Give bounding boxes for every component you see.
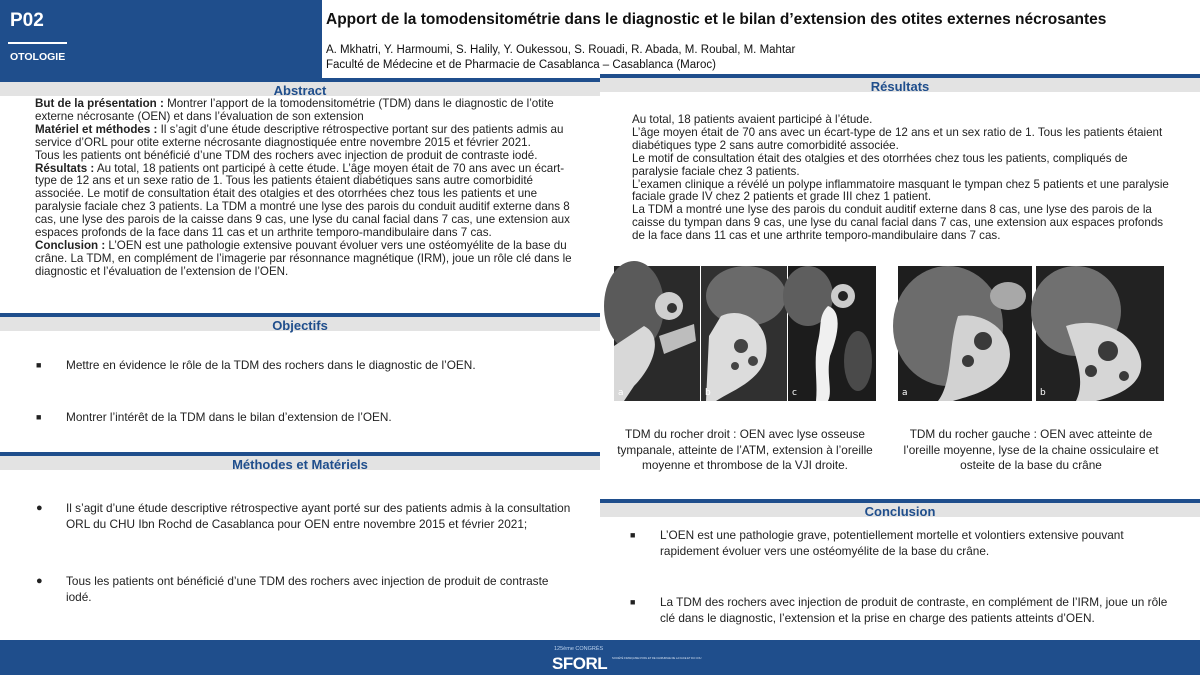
figure-caption-right: TDM du rocher droit : OEN avec lyse osseuse tympanale, atteinte de l’ATM, extension à l’oreille moyenne et thrombose de la VJI droite. (617, 427, 873, 473)
objectifs-heading: Objectifs (272, 318, 328, 333)
abstract-results-text: Au total, 18 patients ont participé à cette étude. L’âge moyen était de 70 ans avec un écart-type de 12 ans et un sexe ratio de 1. Tous les patients étaient diabétiques sans autre comorbidité associée. Le motif de consultation était des otalgies et des otorrhées chez tous les patients et une paralysie faciale chez 3 patients. La TDM a montré une lyse des parois du conduit auditif externe dans 8 cas, une lyse des parois de la caisse dans 9 cas, une lyse du canal facial dans 7 cas, une extension aux espaces profonds de la face dans 11 cas et un arthrite temporo-mandibulaire dans 7 cas. (35, 161, 570, 240)
methode-text: Tous les patients ont bénéficié d’une TDM des rochers avec injection de produit de contraste iodé. (66, 574, 549, 604)
sforl-logo (552, 643, 702, 673)
poster-code: P02 (10, 10, 44, 31)
conclusion-text: La TDM des rochers avec injection de produit de contraste, en complément de l’IRM, joue un rôle clé dans le diagnostic, l’extension et la prise en charge des patients atteints d’OEN. (660, 595, 1168, 625)
resultats-paragraph: Le motif de consultation était des otalgies et des otorrhées chez tous les patients, compliqués de paralysie faciale chez 3 patients. (632, 151, 1128, 178)
round-bullet-icon: ● (36, 502, 43, 514)
resultats-paragraph: L’examen clinique a révélé un polype inflammatoire masquant le tympan chez 5 patients et une paralysie faciale grade IV chez 2 patients et grade III chez 1 patient. (632, 177, 1169, 204)
methodes-heading-bar (0, 452, 600, 470)
ct-scan-graphic (898, 266, 1032, 401)
conclusion-heading: Conclusion (864, 504, 936, 519)
methodes-heading: Méthodes et Matériels (232, 457, 368, 472)
abstract-methods-text-2: Tous les patients ont bénéficié d’une TDM des rochers avec injection de produit de contraste iodé. (35, 148, 538, 162)
square-bullet-icon: ■ (36, 360, 42, 370)
ct-image-left-b (1036, 266, 1164, 401)
poster-badge (0, 0, 322, 80)
resultats-heading: Résultats (870, 79, 930, 94)
poster-category: OTOLOGIE (10, 51, 66, 63)
objectif-item (36, 409, 576, 425)
ct-image-right-a (614, 266, 700, 401)
square-bullet-icon: ■ (36, 412, 42, 422)
abstract-conclusion-text: L’OEN est une pathologie extensive pouvant évoluer vers une ostéomyélite de la base du crâne. La TDM, en complément de l’imagerie par résonnance magnétique (IRM), joue un rôle clé dans le diagnostic et l’évaluation de l’extension de l’OEN. (35, 238, 572, 278)
resultats-heading-bar (600, 74, 1200, 92)
ct-scan-graphic (1036, 266, 1164, 401)
conclusion-heading-bar (600, 499, 1200, 517)
abstract-heading-bar (0, 78, 600, 96)
ct-label: c (792, 388, 797, 398)
poster-affiliation: Faculté de Médecine et de Pharmacie de Casablanca – Casablanca (Maroc) (326, 59, 716, 71)
methode-text: Il s’agit d’une étude descriptive rétrospective ayant porté sur des patients admis à la consultation ORL du CHU Ibn Rochd de Casablanca pour OEN entre novembre 2015 et février 2021; (66, 501, 571, 531)
poster-authors: A. Mkhatri, Y. Harmoumi, S. Halily, Y. Oukessou, S. Rouadi, R. Abada, M. Roubal, M. Mahtar (326, 44, 796, 56)
conclusion-item (630, 527, 1170, 559)
ct-label: b (705, 388, 711, 398)
objectif-text: Mettre en évidence le rôle de la TDM des rochers dans le diagnostic de l’OEN. (66, 358, 476, 372)
logo-congress-text: 125ème CONGRÈS (554, 646, 604, 652)
ct-image-left-a (898, 266, 1032, 401)
ct-image-right-c (788, 266, 876, 401)
ct-label: a (618, 388, 624, 398)
abstract-results-label: Résultats : (35, 161, 95, 175)
abstract-methods-text: Il s’agit d’une étude descriptive rétrospective portant sur des patients admis au service d’ORL pour otite externe nécrosante diagnostiquée entre novembre 2015 et février 2021. (35, 122, 564, 149)
ct-scan-graphic (788, 266, 876, 401)
poster-title: Apport de la tomodensitométrie dans le diagnostic et le bilan d’extension des otites externes nécrosantes (326, 11, 1107, 28)
ct-label: a (902, 388, 908, 398)
objectif-item (36, 357, 576, 373)
figure-caption-left: TDM du rocher gauche : OEN avec atteinte de l’oreille moyenne, lyse de la chaine ossiculaire et osteite de la base du crâne (903, 427, 1159, 473)
abstract-heading: Abstract (273, 83, 327, 98)
methode-item (36, 500, 576, 532)
resultats-paragraph: La TDM a montré une lyse des parois du conduit auditif externe dans 8 cas, une lyse des parois de la caisse du tympan dans 9 cas, une lyse du canal facial dans 7 cas, une extension aux espaces profonds de la face dans 11 cas et une arthrite temporo-mandibulaire dans 7 cas. (632, 203, 1164, 243)
ct-label: b (1040, 388, 1046, 398)
logo-main-text: SFORL (552, 654, 608, 673)
round-bullet-icon: ● (36, 575, 43, 587)
abstract-methods-label: Matériel et méthodes : (35, 122, 158, 136)
abstract-conclusion-label: Conclusion : (35, 238, 106, 252)
objectifs-heading-bar (0, 313, 600, 331)
resultats-paragraph: Au total, 18 patients avaient participé à l’étude. (632, 113, 873, 126)
conclusion-text: L’OEN est une pathologie grave, potentiellement mortelle et volontiers extensive pouvant rapidement évoluer vers une ostéomyélite de la base du crâne. (660, 528, 1124, 558)
objectif-text: Montrer l’intérêt de la TDM dans le bilan d’extension de l’OEN. (66, 410, 392, 424)
square-bullet-icon: ■ (630, 597, 636, 607)
resultats-body (632, 114, 1172, 243)
badge-divider (8, 42, 67, 44)
ct-scan-graphic (701, 266, 787, 401)
resultats-paragraph: L’âge moyen était de 70 ans avec un écart-type de 12 ans et un sex ratio de 1. Tous les patients étaient diabétiques type 2 sans autre comorbidité associée. (632, 125, 1163, 152)
abstract-goal-text: Montrer l’apport de la tomodensitométrie (TDM) dans le diagnostic de l’otite externe nécrosante (OEN) et dans l’évaluation de son extension (35, 97, 554, 123)
abstract-body (35, 98, 585, 279)
logo-society-text: SOCIÉTÉ FRANÇAISE D'ORL ET DE CHIRURGIE DE LA FACE ET DU COU (612, 657, 702, 660)
abstract-goal-label: But de la présentation : (35, 97, 164, 110)
ct-scan-graphic (614, 266, 700, 401)
methode-item (36, 573, 576, 605)
ct-image-right-b (701, 266, 787, 401)
conclusion-item (630, 594, 1170, 626)
square-bullet-icon: ■ (630, 530, 636, 540)
